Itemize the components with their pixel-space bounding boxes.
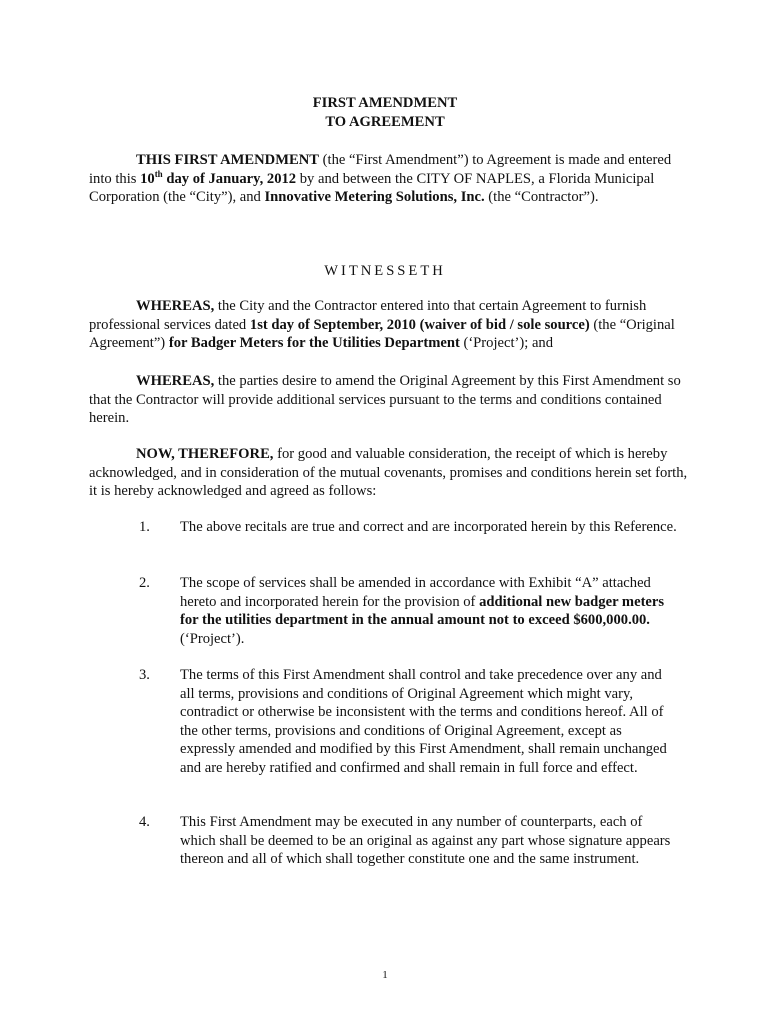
witnesseth-heading: WITNESSETH bbox=[324, 263, 446, 279]
document-title-line1: FIRST AMENDMENT bbox=[312, 95, 458, 111]
item-number-2: 2. bbox=[139, 575, 150, 591]
item-number-4: 4. bbox=[139, 814, 150, 830]
list-item-1: The above recitals are true and correct and are incorporated herein by this Reference. bbox=[180, 519, 677, 535]
intro-day: 10th day of January, 2012 bbox=[140, 168, 297, 187]
list-item-3: The terms of this First Amendment shall control and take precedence over any and all terms, provisions and conditions of Original Agreement which might vary, contradict or otherwise be inconsistent with the terms and conditions hereof. All of the other terms, provisions and conditions of Original Agreement, except as expressly amended and modified by this First Amendment, shall remain unchanged and are hereby ratified and confirmed and shall remain in full force and effect. bbox=[180, 667, 667, 776]
list-item-2: The scope of services shall be amended in accordance with Exhibit “A” attached hereto and incorporated herein for the provision of additional new badger meters for the utilities department in the annual amount not to exceed $600,000.00. (‘Project’). bbox=[180, 575, 665, 647]
list-item-4: This First Amendment may be executed in any number of counterparts, each of which shall be deemed to be an original as against any part whose signature appears thereon and all of which shall together constitute one and the same instrument. bbox=[180, 814, 671, 868]
whereas-paragraph-2: WHEREAS, the parties desire to amend the Original Agreement by this First Amendment so that the Contractor will provide additional services pursuant to the terms and conditions contained herein. bbox=[89, 373, 681, 427]
item-number-3: 3. bbox=[139, 667, 150, 683]
intro-party-label: THIS FIRST AMENDMENT bbox=[136, 152, 319, 168]
contractor-name: Innovative Metering Solutions, Inc. bbox=[264, 189, 485, 206]
document-title-line2: TO AGREEMENT bbox=[325, 114, 445, 130]
now-therefore-paragraph: NOW, THEREFORE, for good and valuable consideration, the receipt of which is hereby acknowledged, and in consideration of the mutual covenants, promises and conditions herein set forth, it is hereby acknowledged and agreed as follows: bbox=[89, 446, 688, 500]
page-number: 1 bbox=[382, 969, 388, 981]
whereas-paragraph-1: WHEREAS, the City and the Contractor entered into that certain Agreement to furnish professional services dated 1st day of September, 2010 (waiver of bid / sole source) (the “Original Agreement”) for Badger Meters for the Utilities Department (‘Project’); and bbox=[89, 298, 675, 352]
intro-paragraph: THIS FIRST AMENDMENT (the “First Amendment”) to Agreement is made and entered into this 10th day of January, 2012 by and between the CITY OF NAPLES, a Florida Municipal Corporation (the “City”), and Innovative Metering Solutions, Inc. (the “Contractor”). bbox=[89, 152, 672, 206]
item-number-1: 1. bbox=[139, 519, 150, 535]
